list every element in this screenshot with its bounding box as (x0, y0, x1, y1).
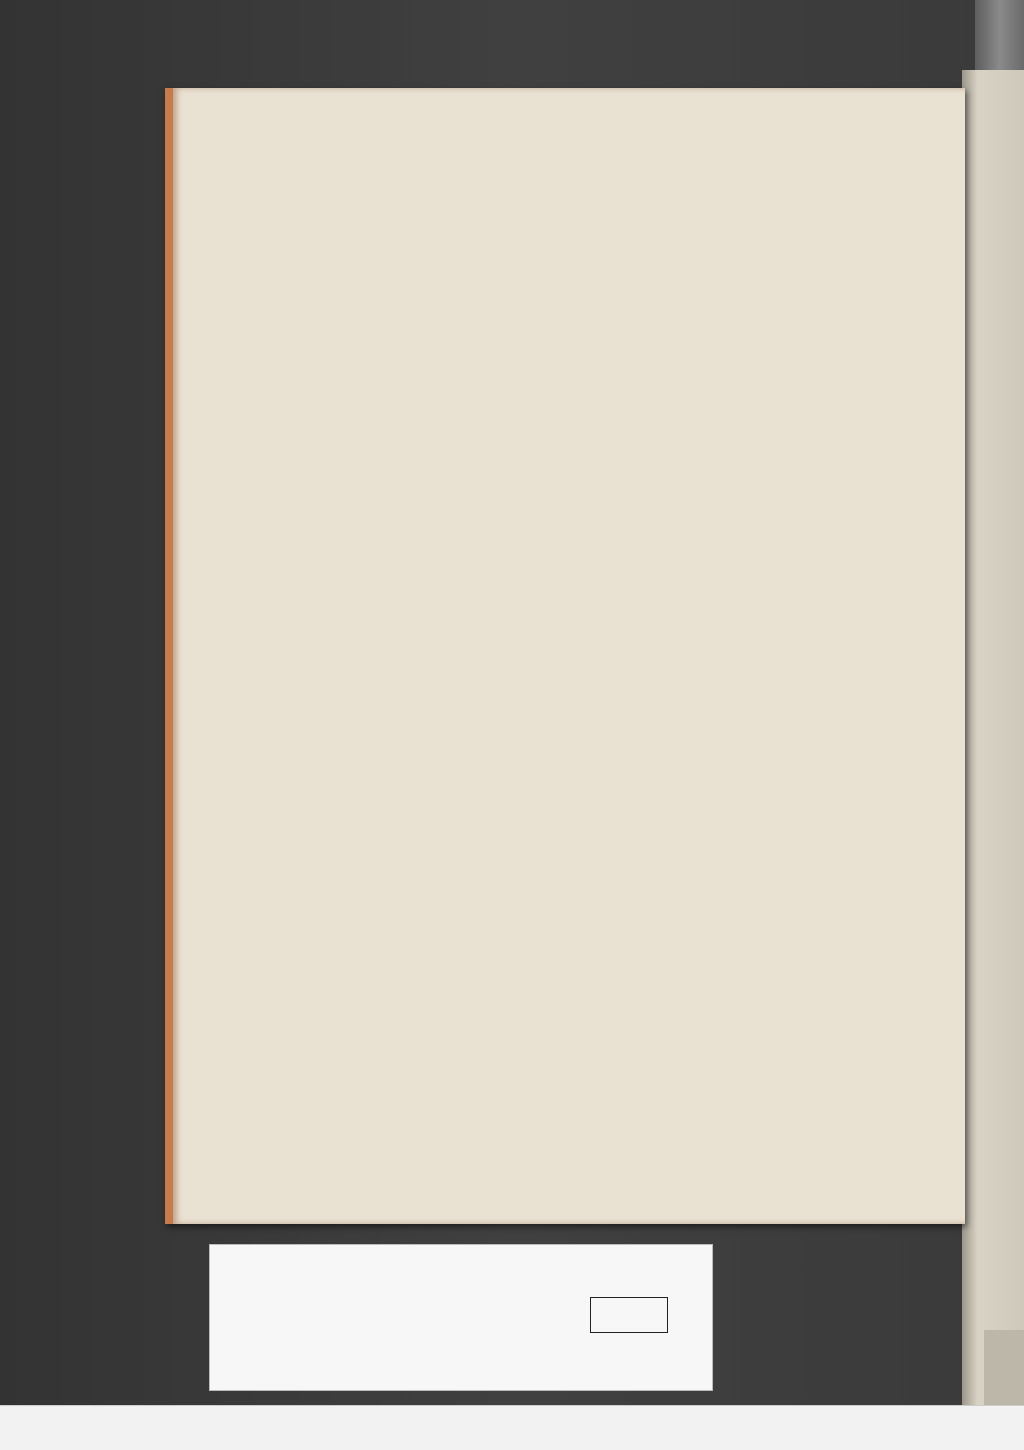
adjacent-color-card (984, 1330, 1024, 1405)
scale-ruler (235, 1297, 485, 1327)
gray-scale-swatches (590, 1297, 668, 1333)
footer-bar (0, 1405, 1024, 1450)
reference-card (209, 1244, 713, 1391)
adjacent-page (962, 70, 1024, 1405)
hab-logo-icon (8, 1414, 44, 1442)
book-clamp (975, 0, 1024, 70)
book-page (165, 88, 965, 1224)
